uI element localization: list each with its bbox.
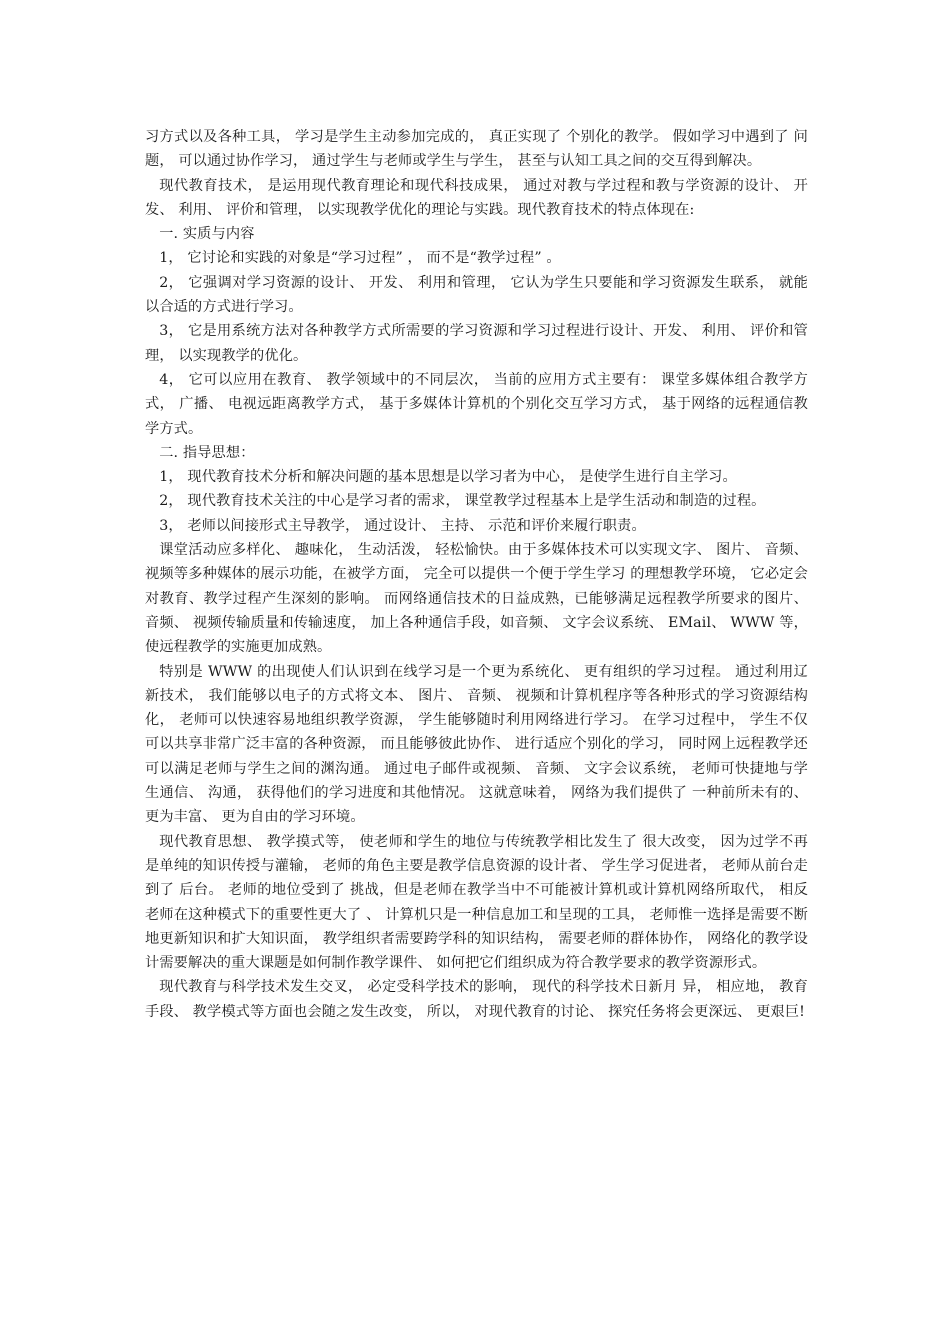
paragraph-4: 特别是 WWW 的出现使人们认识到在线学习是一个更为系统化、 更有组织的学习过程。 通过利用辽新技术， 我们能够以电子的方式将文本、 图片、 音频、 视频和计算机程序等各种形式的学习资源结构化， 老师可以快速容易地组织教学资源， 学生能够随时利用网络进行学习。 在学习过程中， 学生不仅可以共享非常广泛丰富的各种资源， 而且能够彼此协作、 进行适应个别化的学习， 同时网上远程教学还可以满足老师与学生之间的渊沟通。 通过电子邮件或视频、 音频、 文字会议系统， 老师可快捷地与学生通信、 沟通， 获得他们的学习进度和其他情况。 这就意味着， 网络为我们提供了 一种前所未有的、 更为丰富、 更为自由的学习环境。 (145, 663, 808, 826)
list-item-3: 3， 它是用系统方法对各种教学方式所需要的学习资源和学习过程进行设计、开发、 利用、 评价和管理， 以实现教学的优化。 (145, 323, 808, 364)
list-item-2: 2， 它强调对学习资源的设计、 开发、 利用和管理， 它认为学生只要能和学习资源发生联系， 就能以合适的方式进行学习。 (145, 274, 808, 316)
paragraph-3: 课堂活动应多样化、 趣味化， 生动活泼， 轻松愉快。由于多媒体技术可以实现文字、 图片、 音频、 视频等多种媒体的展示功能，在被学方面， 完全可以提供一个便于学生学习 的理想教学环境， 它必定会对教育、教学过程产生深刻的影响。 而网络通信技术的日益成熟，已能够满足远程教学所要求的图片、 音频、 视频传输质量和传输速度， 加上各种通信手段，如音频、 文字会议系统、 EMail、 WWW 等， 使远程教学的实施更加成熟。 (145, 542, 808, 656)
paragraph-2: 现代教育技术， 是运用现代教育理论和现代科技成果， 通过对教与学过程和教与学资源的设计、 开发、 利用、 评价和管理， 以实现教学优化的理论与实践。现代教育技术的特点体现在: (145, 177, 808, 218)
paragraph-6: 现代教育与科学技术发生交叉， 必定受科学技术的影响， 现代的科学技术日新月 异， 相应地， 教育手段、 教学模式等方面也会随之发生改变， 所以， 对现代教育的讨论、 探究任务将会更深远、 更艰巨! (145, 979, 808, 1020)
list-item-7: 3， 老师以间接形式主导教学， 通过设计、 主持、 示范和评价来履行职责。 (159, 517, 646, 534)
paragraph-1: 习方式以及各种工具， 学习是学生主动参加完成的， 真正实现了 个别化的教学。 假如学习中遇到了 问题， 可以通过协作学习， 通过学生与老师或学生与学生， 甚至与认知工具之间的交互得到解决。 (145, 129, 808, 170)
document-body (145, 125, 808, 1024)
paragraph-5: 现代教育思想、 教学摸式等， 使老师和学生的地位与传统教学相比发生了 很大改变， 因为过学不再是单纯的知识传授与灌输， 老师的角色主要是教学信息资源的设计者、 学生学习促进者， 老师从前台走到了 后台。 老师的地位受到了 挑战，但是老师在教学当中不可能被计算机或计算机网络所取代， 相反老师在这种模式下的重要性更大了 、 计算机只是一种信息加工和呈现的工具， 老师惟一选择是需要不断地更新知识和扩大知识面， 教学组织者需要跨学科的知识结构， 需要老师的群体协作， 网络化的教学设计需要解决的重大课题是如何制作教学课件、 如何把它们组织成为符合教学要求的教学资源形式。 (145, 833, 808, 972)
list-item-4: 4， 它可以应用在教育、 教学领域中的不同层次， 当前的应用方式主要有： 课堂多媒体组合教学方式， 广播、 电视远距离教学方式， 基于多媒体计算机的个别化交互学习方式， 基于网络的远程通信教学方式。 (145, 371, 808, 437)
list-item-5: 1， 现代教育技术分析和解决问题的基本思想是以学习者为中心， 是使学生进行自主学习。 (159, 469, 737, 486)
section-heading-2: 二. 指导思想： (159, 444, 255, 461)
list-item-1: 1， 它讨论和实践的对象是“学习过程” ， 而不是“教学过程” 。 (159, 250, 561, 267)
list-item-6: 2， 现代教育技术关注的中心是学习者的需求， 课堂教学过程基本上是学生活动和制造的过程。 (159, 493, 766, 510)
section-heading-1: 一. 实质与内容 (159, 226, 255, 243)
